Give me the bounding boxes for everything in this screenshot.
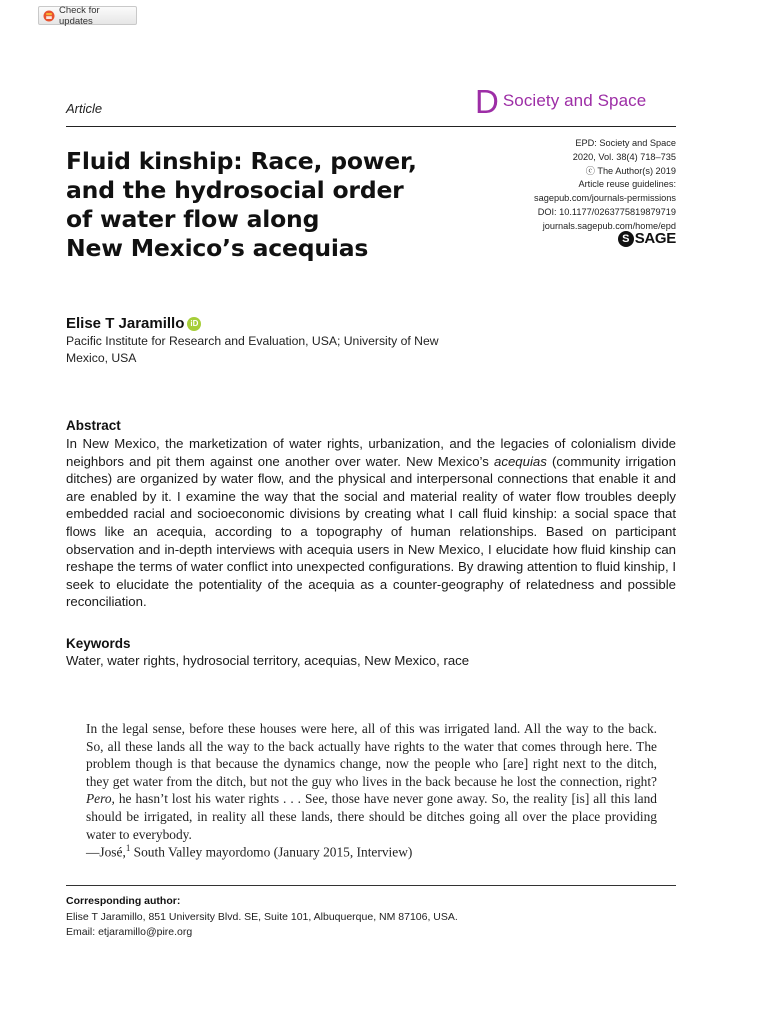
- corresponding-address: Elise T Jaramillo, 851 University Blvd. SE, Suite 101, Albuquerque, NM 87106, USA.: [66, 911, 458, 923]
- volume-info: 2020, Vol. 38(4) 718–735: [572, 151, 676, 162]
- abstract-text: (community irrigation ditches) are organized by water flow, and the physical and interpersonal connections that enable it and are enabled by it. I examine the way that the social and material reality of water flow troubles deeply embedded racial and socioeconomic divisions by creating what I call fluid kinship: a social space that flows like an acequia, according to a topography of human relationships. Based on participant observation and in-depth interviews with acequia users in New Mexico, I elucidate how fluid kinship can reshape the terms of water conflict into unexpected configurations. By drawing attention to fluid kinship, I seek to elucidate the potentiality of the acequia as a counter-geography of relatedness and possible reconciliation.: [66, 453, 676, 610]
- update-icon: [43, 10, 55, 22]
- title-line: of water flow along: [66, 205, 320, 233]
- article-title: [66, 147, 446, 263]
- journal-name: Society and Space: [502, 91, 647, 110]
- author-affiliation: [66, 333, 476, 367]
- footer-divider: [66, 885, 676, 886]
- permissions-link[interactable]: sagepub.com/journals-permissions: [534, 193, 676, 204]
- corresponding-email[interactable]: Email: etjaramillo@pire.org: [66, 925, 193, 938]
- title-line: Fluid kinship: Race, power,: [66, 147, 417, 175]
- keywords-heading: Keywords: [66, 636, 131, 651]
- corresponding-author-details: [66, 910, 458, 939]
- corresponding-author-heading: Corresponding author:: [66, 895, 181, 907]
- author-name: Elise T Jaramillo: [66, 315, 185, 332]
- title-line: New Mexico’s acequias: [66, 234, 369, 262]
- check-for-updates-button[interactable]: [38, 6, 137, 25]
- author-line: [66, 315, 201, 332]
- quote-speaker: —José,: [86, 844, 126, 860]
- affiliation-line: Pacific Institute for Research and Evaluation, USA; University of New: [66, 334, 439, 348]
- article-type-label: Article: [66, 101, 103, 116]
- check-for-updates-label: Check for updates: [59, 4, 100, 27]
- abstract-body: [66, 435, 676, 611]
- footnote-marker[interactable]: 1: [125, 843, 131, 853]
- publication-metadata: [534, 137, 676, 234]
- copyright: ⓒ The Author(s) 2019: [585, 165, 676, 176]
- doi-link[interactable]: DOI: 10.1177/0263775819879719: [537, 206, 676, 217]
- abstract-heading: Abstract: [66, 418, 121, 433]
- journal-citation: EPD: Society and Space: [575, 138, 676, 148]
- quote-text: he hasn’t lost his water rights . . . See, those have never gone away. So, the reality [is] all this land should be irrigated, in reality all these lands, there should be ditches going all over the place providing water to everybody.: [86, 791, 657, 842]
- quote-text: In the legal sense, before these houses were here, all of this was irrigated land. All the way to the back. So, all these lands all the way to the back actually have rights to the water that comes through here. The problem though is that because the dynamics change, now the people who [are] right next to the ditch, they get water from the ditch, but not the guy who lives in the back because he lost the connection, right?: [86, 721, 657, 789]
- quote-italic: Pero,: [86, 791, 115, 807]
- abstract-text: In New Mexico, the marketization of water rights, urbanization, and the legacies of colonialism divide neighbors and pit them against one another over water. New Mexico’s: [66, 436, 676, 469]
- abstract-italic-term: acequias: [494, 453, 547, 469]
- quote-source: South Valley mayordomo (January 2015, Interview): [130, 844, 413, 860]
- epigraph-quote: [86, 720, 657, 843]
- orcid-icon[interactable]: iD: [187, 317, 201, 331]
- header-divider: [66, 126, 676, 127]
- sage-logo: [618, 230, 676, 247]
- quote-attribution: [86, 843, 412, 860]
- affiliation-line: Mexico, USA: [66, 351, 137, 365]
- keywords-list: Water, water rights, hydrosocial territory, acequias, New Mexico, race: [66, 653, 470, 668]
- journal-homepage-link[interactable]: journals.sagepub.com/home/epd: [542, 220, 676, 231]
- reuse-guidelines-label: Article reuse guidelines:: [578, 179, 676, 190]
- journal-logo: [475, 83, 647, 120]
- sage-mark-icon: S: [618, 231, 634, 247]
- title-line: and the hydrosocial order: [66, 176, 404, 204]
- sage-wordmark: SAGE: [634, 230, 676, 247]
- journal-logo-letter: D: [475, 83, 499, 120]
